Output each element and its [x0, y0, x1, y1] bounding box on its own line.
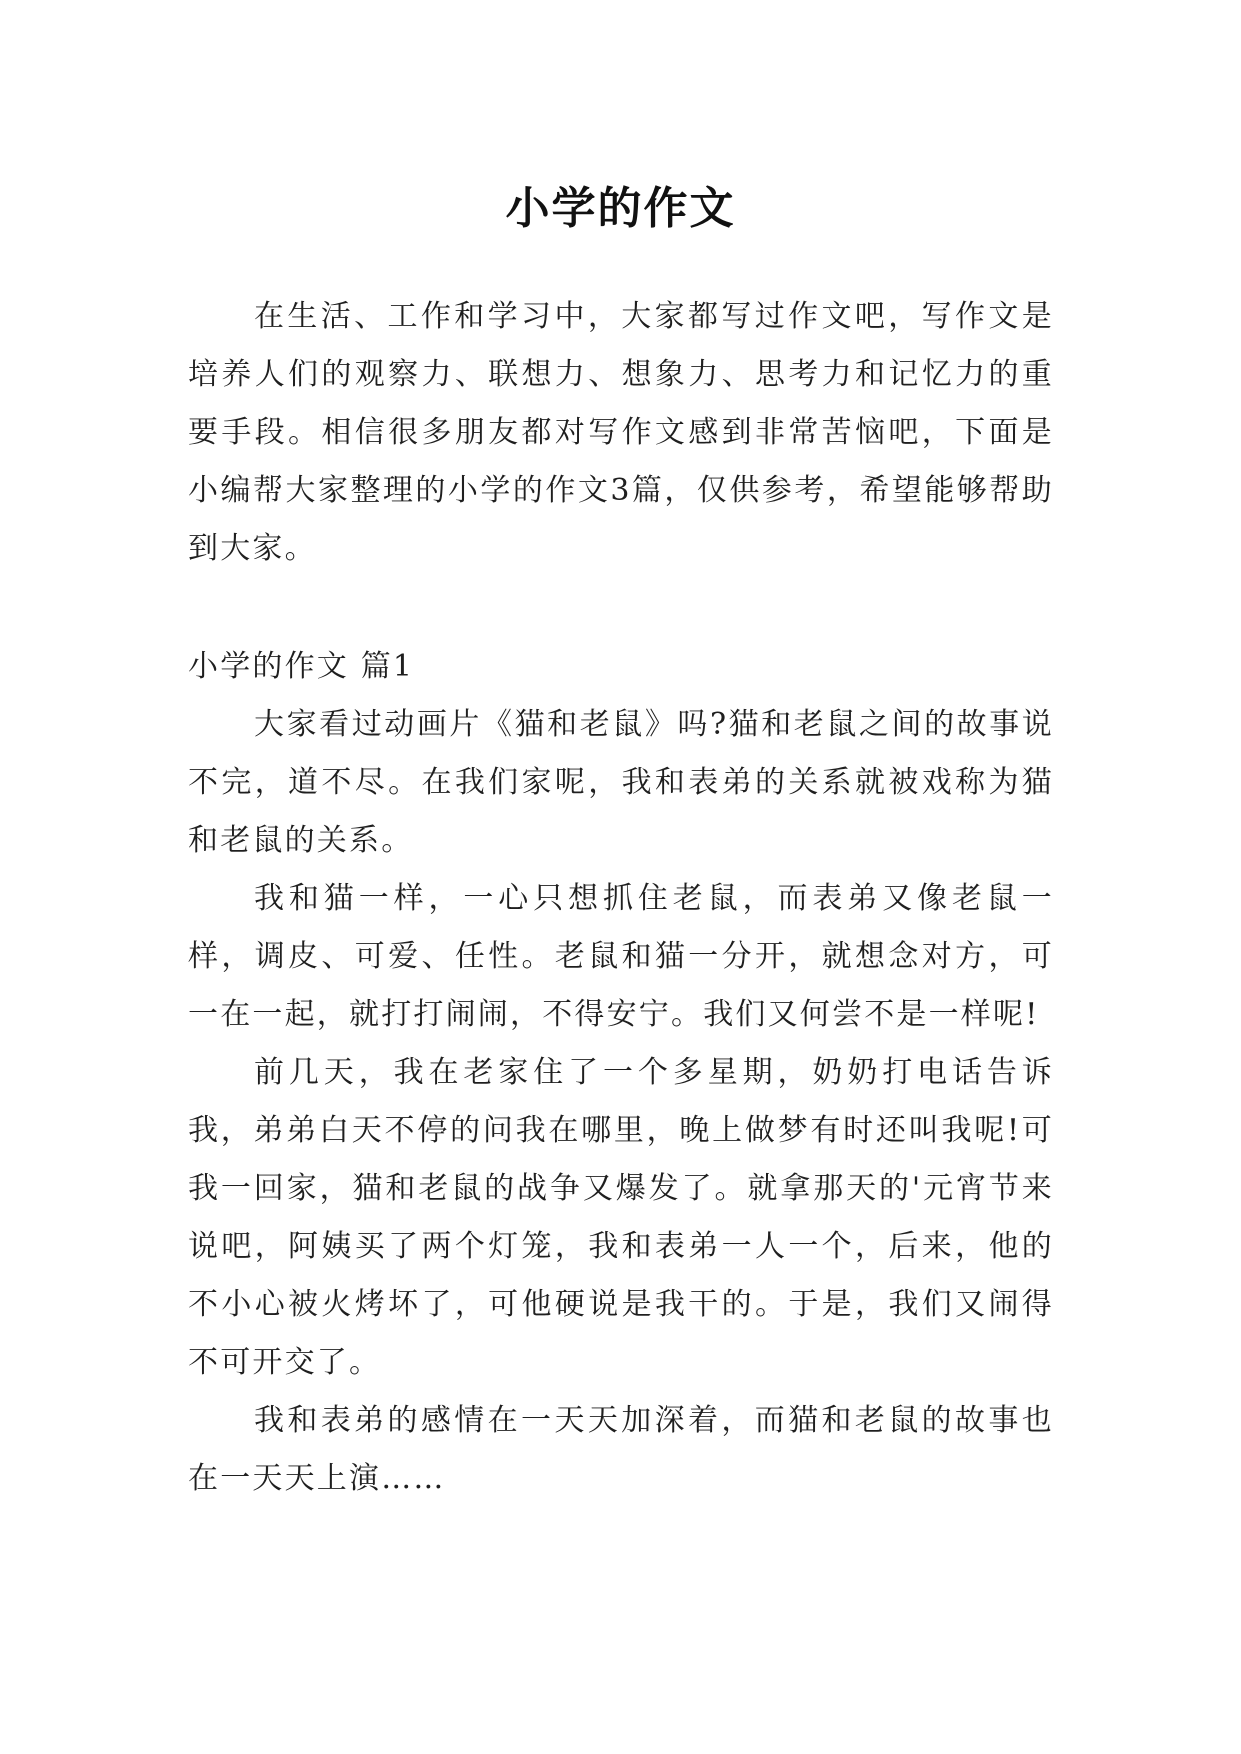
section-paragraph-3: 前几天，我在老家住了一个多星期，奶奶打电话告诉我，弟弟白天不停的问我在哪里，晚上做梦有时还叫我呢!可我一回家，猫和老鼠的战争又爆发了。就拿那天的'元宵节来说吧，阿姨买了两个灯笼，我和表弟一人一个，后来，他的不小心被火烤坏了，可他硬说是我干的。于是，我们又闹得不可开交了。	[188, 1055, 1054, 1380]
intro-paragraph: 在生活、工作和学习中，大家都写过作文吧，写作文是培养人们的观察力、联想力、想象力、思考力和记忆力的重要手段。相信很多朋友都对写作文感到非常苦恼吧，下面是小编帮大家整理的小学的作文3篇，仅供参考，希望能够帮助到大家。	[188, 299, 1054, 566]
intro-block	[188, 288, 1054, 578]
document-title: 小学的作文	[505, 183, 736, 235]
section-heading: 小学的作文 篇1	[188, 649, 415, 684]
essay-section-1	[188, 638, 1054, 1508]
section-paragraph-2: 我和猫一样，一心只想抓住老鼠，而表弟又像老鼠一样，调皮、可爱、任性。老鼠和猫一分开，就想念对方，可一在一起，就打打闹闹，不得安宁。我们又何尝不是一样呢!	[188, 881, 1054, 1032]
section-paragraph-1: 大家看过动画片《猫和老鼠》吗?猫和老鼠之间的故事说不完，道不尽。在我们家呢，我和表弟的关系就被戏称为猫和老鼠的关系。	[188, 707, 1054, 858]
section-paragraph-4: 我和表弟的感情在一天天加深着，而猫和老鼠的故事也在一天天上演……	[188, 1403, 1054, 1496]
